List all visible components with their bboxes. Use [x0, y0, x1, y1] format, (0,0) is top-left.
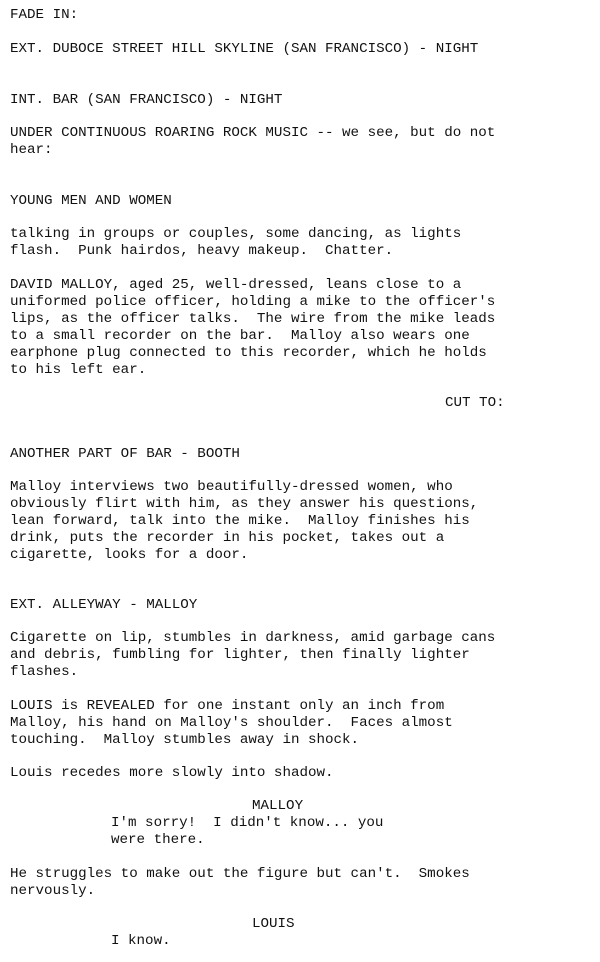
action-line: UNDER CONTINUOUS ROARING ROCK MUSIC -- we see, but do not [10, 125, 496, 141]
action-line: to his left ear. [10, 362, 147, 378]
action-line: hear: [10, 142, 53, 158]
subject-heading: YOUNG MEN AND WOMEN [10, 193, 172, 209]
action-line: Malloy, his hand on Malloy's shoulder. Faces almost [10, 715, 453, 731]
action-line: DAVID MALLOY, aged 25, well-dressed, leans close to a [10, 277, 462, 293]
action-line: LOUIS is REVEALED for one instant only an inch from [10, 698, 445, 714]
action-line: cigarette, looks for a door. [10, 547, 249, 563]
fade-in-transition: FADE IN: [10, 7, 79, 23]
action-line: and debris, fumbling for lighter, then finally lighter [10, 647, 470, 663]
dialogue-line: I know. [111, 933, 171, 949]
cut-to-transition: CUT TO: [445, 395, 505, 411]
action-line: earphone plug connected to this recorder, which he holds [10, 345, 487, 361]
action-line: lips, as the officer talks. The wire from the mike leads [10, 311, 496, 327]
action-line: to a small recorder on the bar. Malloy also wears one [10, 328, 470, 344]
action-line: flash. Punk hairdos, heavy makeup. Chatter. [10, 243, 394, 259]
dialogue-line: were there. [111, 832, 205, 848]
action-line: lean forward, talk into the mike. Malloy finishes his [10, 513, 470, 529]
action-line: drink, puts the recorder in his pocket, takes out a [10, 530, 445, 546]
character-name: MALLOY [252, 798, 304, 814]
dialogue-line: I'm sorry! I didn't know... you [111, 815, 384, 831]
action-line: Malloy interviews two beautifully-dressed women, who [10, 479, 453, 495]
character-name: LOUIS [252, 916, 295, 932]
action-line: nervously. [10, 883, 96, 899]
action-line: Louis recedes more slowly into shadow. [10, 765, 334, 781]
action-line: Cigarette on lip, stumbles in darkness, amid garbage cans [10, 630, 496, 646]
action-line: flashes. [10, 664, 79, 680]
action-line: uniformed police officer, holding a mike to the officer's [10, 294, 496, 310]
action-line: touching. Malloy stumbles away in shock. [10, 732, 360, 748]
scene-heading: EXT. ALLEYWAY - MALLOY [10, 597, 198, 613]
scene-heading: INT. BAR (SAN FRANCISCO) - NIGHT [10, 92, 283, 108]
action-line: obviously flirt with him, as they answer his questions, [10, 496, 479, 512]
action-line: He struggles to make out the figure but can't. Smokes [10, 866, 470, 882]
scene-heading: ANOTHER PART OF BAR - BOOTH [10, 446, 240, 462]
action-line: talking in groups or couples, some dancing, as lights [10, 226, 462, 242]
scene-heading: EXT. DUBOCE STREET HILL SKYLINE (SAN FRANCISCO) - NIGHT [10, 41, 479, 57]
